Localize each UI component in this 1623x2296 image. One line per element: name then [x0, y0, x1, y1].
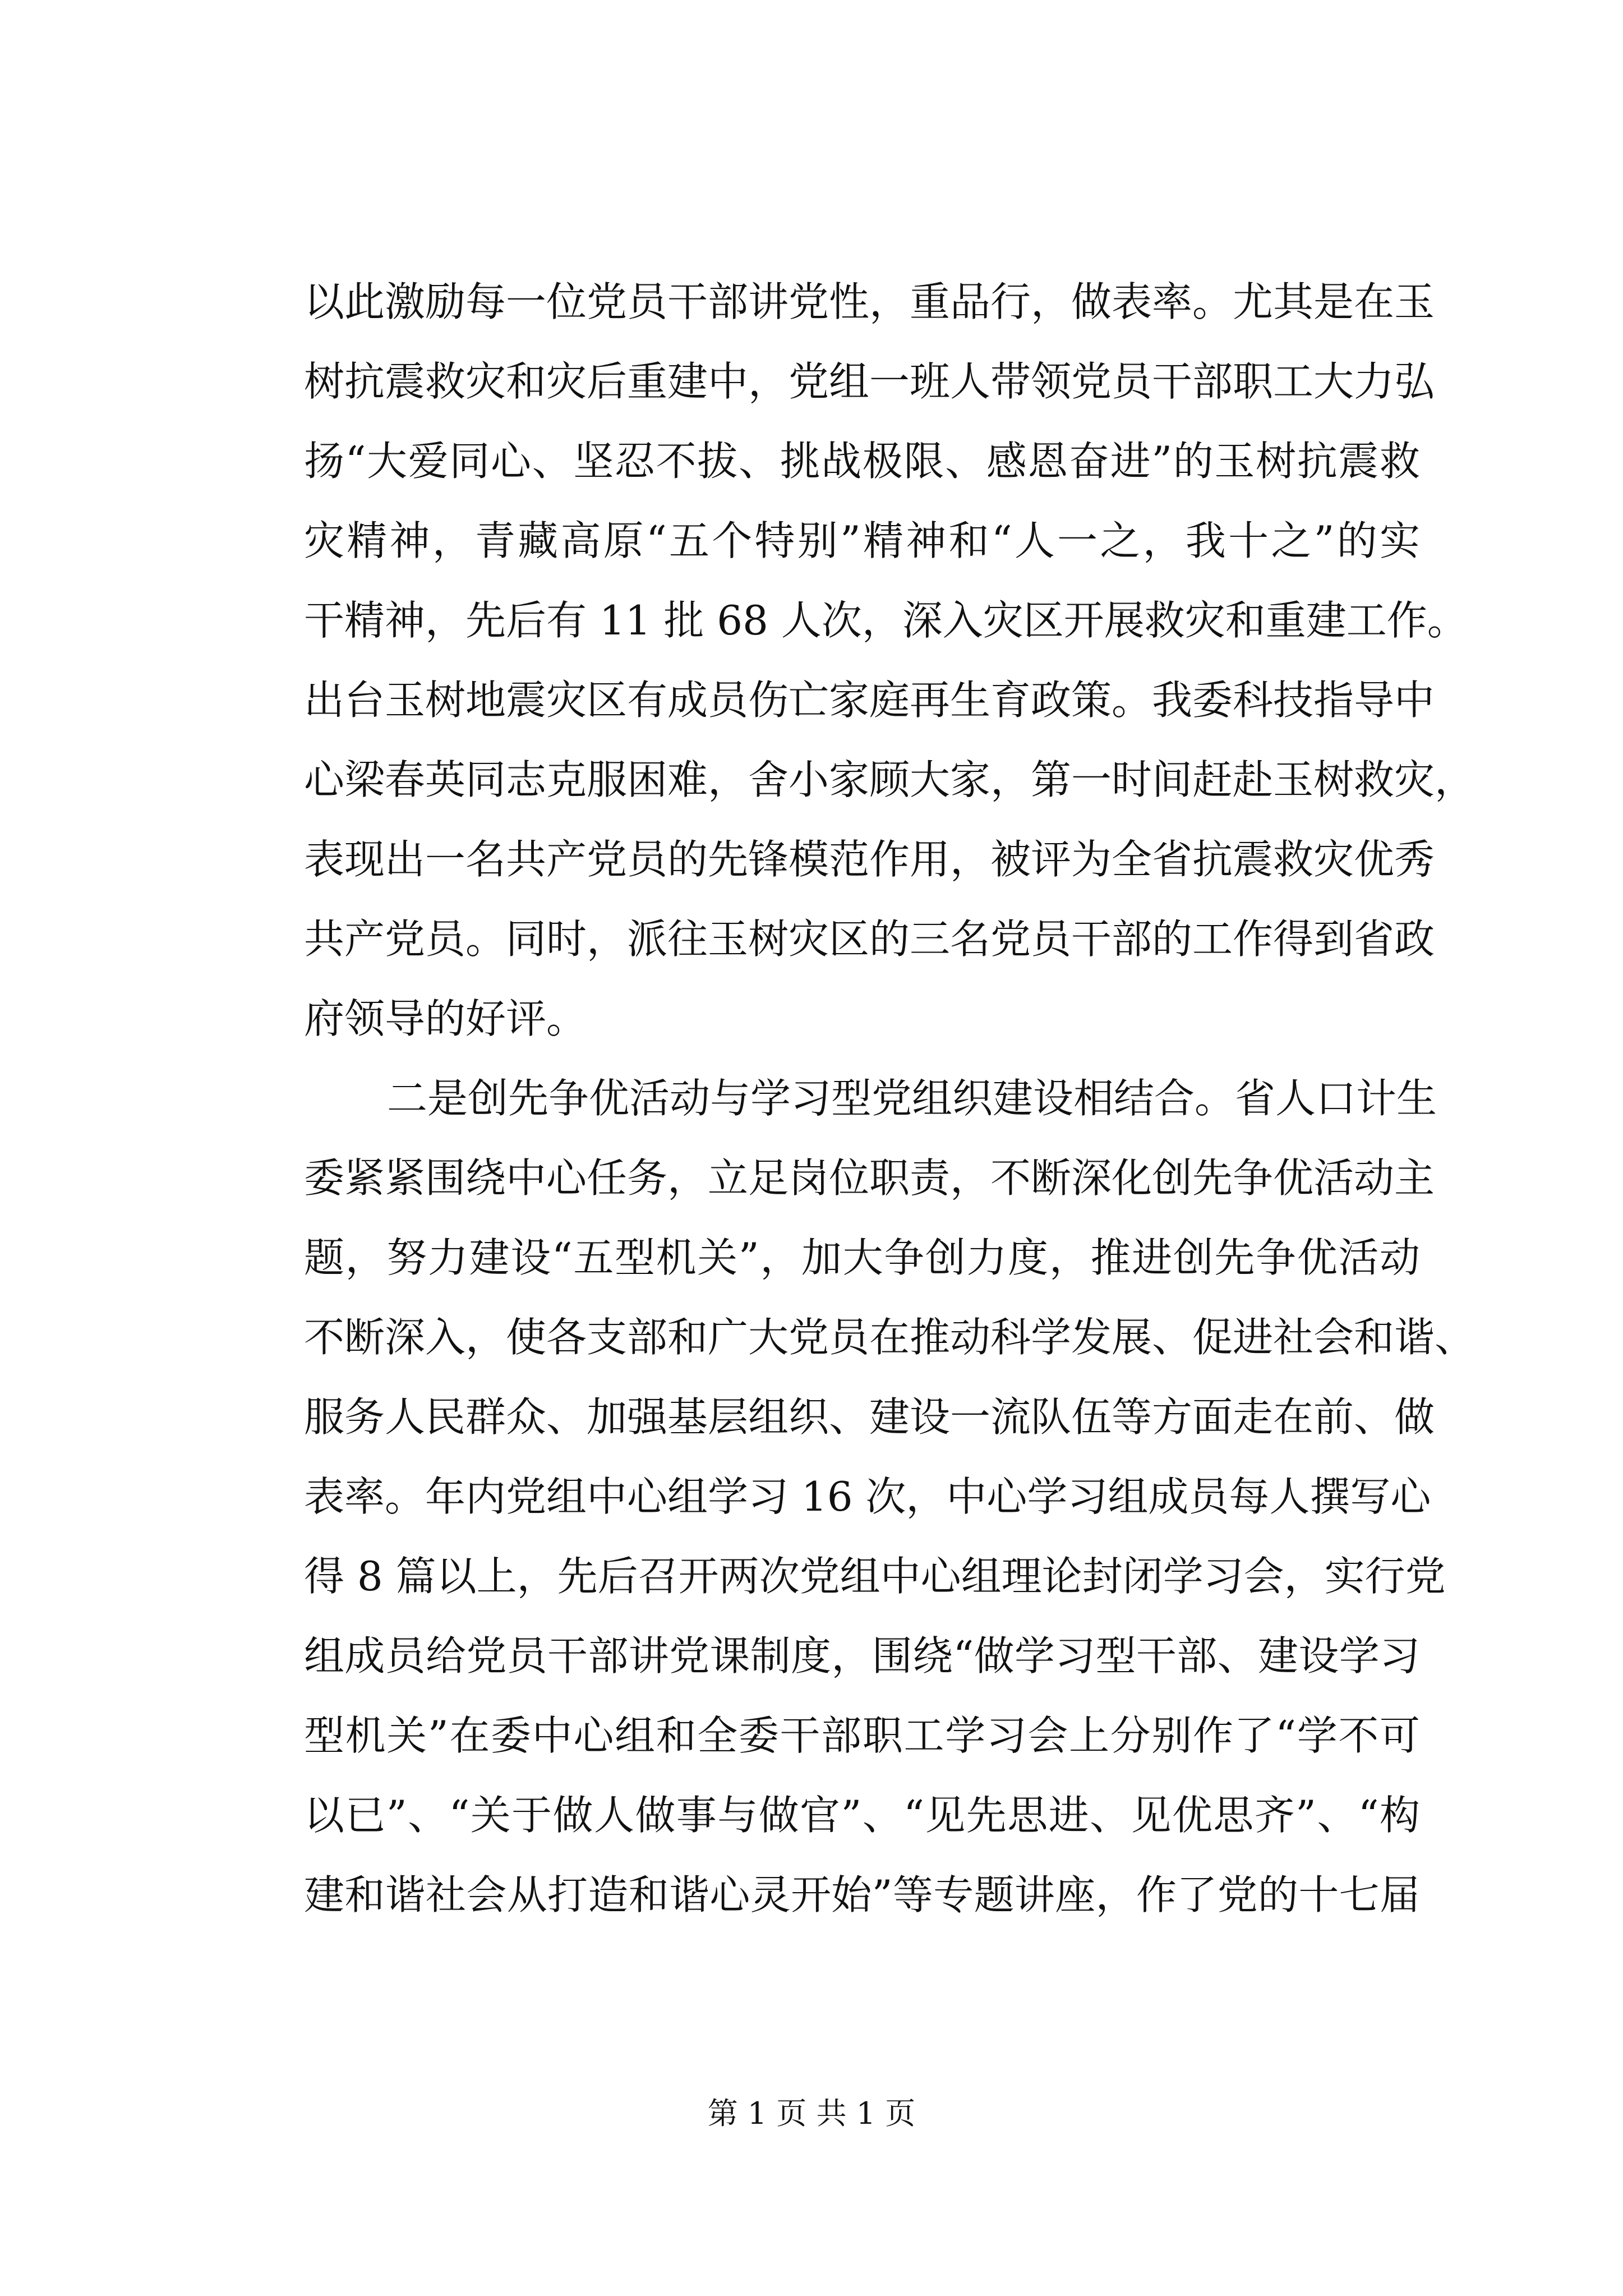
text-line-6: 出台玉树地震灾区有成员伤亡家庭再生育政策。我委科技指导中: [304, 677, 1435, 724]
text-line-17: 得 8 篇以上，先后召开两次党组中心组理论封闭学习会，实行党: [304, 1553, 1446, 1600]
text-line-5: 干精神，先后有 11 批 68 人次，深入灾区开展救灾和重建工作。: [304, 597, 1468, 644]
text-line-8: 表现出一名共产党员的先锋模范作用，被评为全省抗震救灾优秀: [304, 836, 1435, 883]
text-line-7: 心梁春英同志克服困难，舍小家顾大家，第一时间赶赴玉树救灾，: [304, 756, 1476, 803]
paragraph-2-first-line: 二是创先争优活动与学习型党组织建设相结合。省人口计生: [387, 1075, 1437, 1122]
text-line-10: 府领导的好评。: [304, 995, 587, 1042]
text-line-13: 题，努力建设“五型机关”，加大争创力度，推进创先争优活动: [304, 1234, 1420, 1281]
text-line-2: 树抗震救灾和灾后重建中，党组一班人带领党员干部职工大力弘: [304, 358, 1435, 405]
page-number-footer: 第 1 页 共 1 页: [707, 2096, 916, 2131]
text-line-20: 以已”、“关于做人做事与做官”、“见先思进、见优思齐”、“构: [304, 1792, 1420, 1839]
text-line-16: 表率。年内党组中心组学习 16 次，中心学习组成员每人撰写心: [304, 1473, 1431, 1520]
text-line-14: 不断深入，使各支部和广大党员在推动科学发展、促进社会和谐、: [304, 1314, 1476, 1361]
text-line-12: 委紧紧围绕中心任务，立足岗位职责，不断深化创先争优活动主: [304, 1154, 1435, 1202]
text-line-3: 扬“大爱同心、坚忍不拔、挑战极限、感恩奋进”的玉树抗震救: [304, 438, 1420, 485]
text-line-19: 型机关”在委中心组和全委干部职工学习会上分别作了“学不可: [304, 1712, 1420, 1759]
text-line-9: 共产党员。同时，派往玉树灾区的三名党员干部的工作得到省政: [304, 915, 1435, 963]
text-line-1: 以此激励每一位党员干部讲党性，重品行，做表率。尤其是在玉: [304, 278, 1435, 325]
text-line-4: 灾精神，青藏高原“五个特别”精神和“人一之，我十之”的实: [304, 517, 1420, 564]
text-line-18: 组成员给党员干部讲党课制度，围绕“做学习型干部、建设学习: [304, 1632, 1420, 1680]
text-line-21: 建和谐社会从打造和谐心灵开始”等专题讲座，作了党的十七届: [304, 1871, 1420, 1918]
text-line-15: 服务人民群众、加强基层组织、建设一流队伍等方面走在前、做: [304, 1393, 1435, 1441]
